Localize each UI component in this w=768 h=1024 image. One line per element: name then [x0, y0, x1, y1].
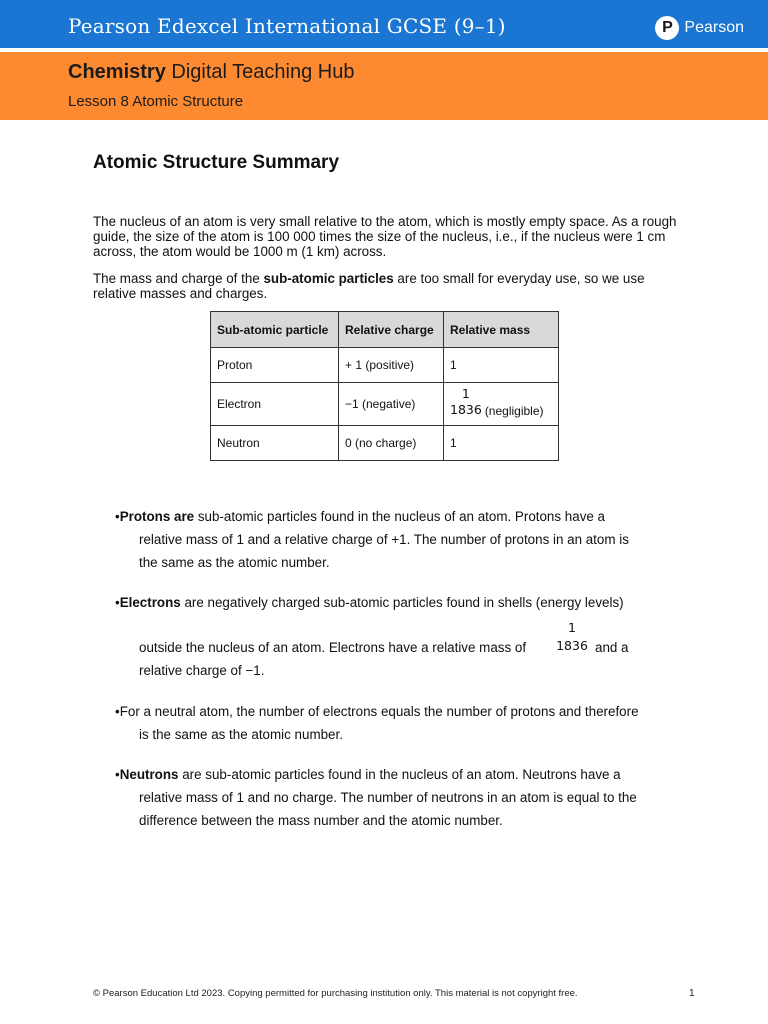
bullet-icon: •	[115, 595, 120, 610]
bullet-line: and a	[595, 640, 629, 655]
bullet-icon: •	[115, 509, 120, 524]
page-title: Atomic Structure Summary	[93, 152, 340, 173]
bullet-text: are negatively charged sub-atomic particles found in shells (energy levels)	[180, 595, 624, 610]
cell-mass	[444, 383, 559, 426]
list-item-electrons	[115, 595, 680, 685]
table-row	[211, 383, 559, 426]
brand-name: Pearson	[684, 19, 744, 36]
header-charge: Relative charge	[339, 312, 444, 348]
table-row	[211, 348, 559, 383]
cell-charge: + 1 (positive)	[339, 348, 444, 383]
cell-particle: Electron	[211, 383, 339, 426]
bullet-line	[115, 595, 624, 610]
bullet-term: Electrons	[119, 595, 181, 610]
bullet-line	[115, 704, 639, 719]
table-row	[211, 426, 559, 461]
subject-name: Chemistry	[68, 61, 166, 83]
cell-particle: Proton	[211, 348, 339, 383]
bullet-line	[115, 767, 621, 782]
list-item-neutral-atom	[115, 704, 680, 749]
relative-values-paragraph	[93, 271, 683, 301]
copyright-footer: © Pearson Education Ltd 2023. Copying permitted for purchasing institution only. This material is not copyright free.	[93, 988, 578, 999]
bullet-line: is the same as the atomic number.	[139, 727, 343, 742]
list-item-protons	[115, 509, 680, 579]
pearson-logo-icon	[655, 16, 679, 40]
header-mass: Relative mass	[444, 312, 559, 348]
cell-charge: −1 (negative)	[339, 383, 444, 426]
bullet-term: Neutrons	[119, 767, 179, 782]
list-item-neutrons	[115, 767, 680, 837]
header-particle: Sub-atomic particle	[211, 312, 339, 348]
bullet-line	[115, 509, 605, 524]
p2-text-end: are too small for everyday use, so we use relative masses and charges.	[93, 271, 645, 301]
p2-bold-term: sub-atomic particles	[263, 271, 394, 286]
table-header-row	[211, 312, 559, 348]
pearson-brand	[655, 16, 744, 40]
mass-note: (negligible)	[484, 404, 544, 419]
lesson-title: Lesson 8 Atomic Structure	[68, 93, 244, 110]
cell-mass: 1	[444, 348, 559, 383]
cell-charge: 0 (no charge)	[339, 426, 444, 461]
fraction-denominator: 1836	[450, 401, 482, 417]
bullet-line: relative mass of 1 and a relative charge of +1. The number of protons in an atom is	[139, 532, 629, 547]
hub-title	[68, 61, 354, 84]
pearson-logo-letter: P	[662, 19, 673, 36]
top-header-bar	[0, 0, 768, 48]
bullet-text: sub-atomic particles found in the nucleus of an atom. Protons have a	[194, 509, 606, 524]
bullet-line: relative charge of −1.	[139, 663, 265, 678]
bullet-icon: •	[115, 767, 120, 782]
p2-text-start: The mass and charge of the	[93, 271, 264, 286]
bullet-line: the same as the atomic number.	[139, 555, 330, 570]
electron-mass-fraction	[555, 619, 589, 655]
particles-table	[210, 311, 559, 461]
intro-paragraph: The nucleus of an atom is very small relative to the atom, which is mostly empty space. As a rough guide, the size of the atom is 100 000 times the size of the nucleus, i.e., if the nucleus were 1 cm across, the atom would be 1000 m (1 km) across.	[93, 214, 677, 259]
bullet-icon: •	[115, 704, 120, 719]
bullet-line: difference between the mass number and the atomic number.	[139, 813, 503, 828]
fraction-numerator: 1	[461, 385, 470, 401]
page-number: 1	[689, 988, 695, 999]
fraction-numerator: 1	[568, 620, 576, 635]
cell-particle: Neutron	[211, 426, 339, 461]
bullet-text: are sub-atomic particles found in the nucleus of an atom. Neutrons have a	[178, 767, 621, 782]
fraction-denominator: 1836	[556, 638, 588, 653]
bullet-text: For a neutral atom, the number of electrons equals the number of protons and therefore	[119, 704, 639, 719]
bullet-line: relative mass of 1 and no charge. The number of neutrons in an atom is equal to the	[139, 790, 637, 805]
cell-mass: 1	[444, 426, 559, 461]
bullet-term: Protons are	[119, 509, 195, 524]
hub-name: Digital Teaching Hub	[171, 61, 355, 83]
mass-fraction	[450, 386, 482, 418]
qualification-title: Pearson Edexcel International GCSE (9–1)	[68, 14, 506, 38]
subject-header-bar	[0, 52, 768, 120]
bullet-line: outside the nucleus of an atom. Electrons have a relative mass of	[139, 640, 527, 655]
